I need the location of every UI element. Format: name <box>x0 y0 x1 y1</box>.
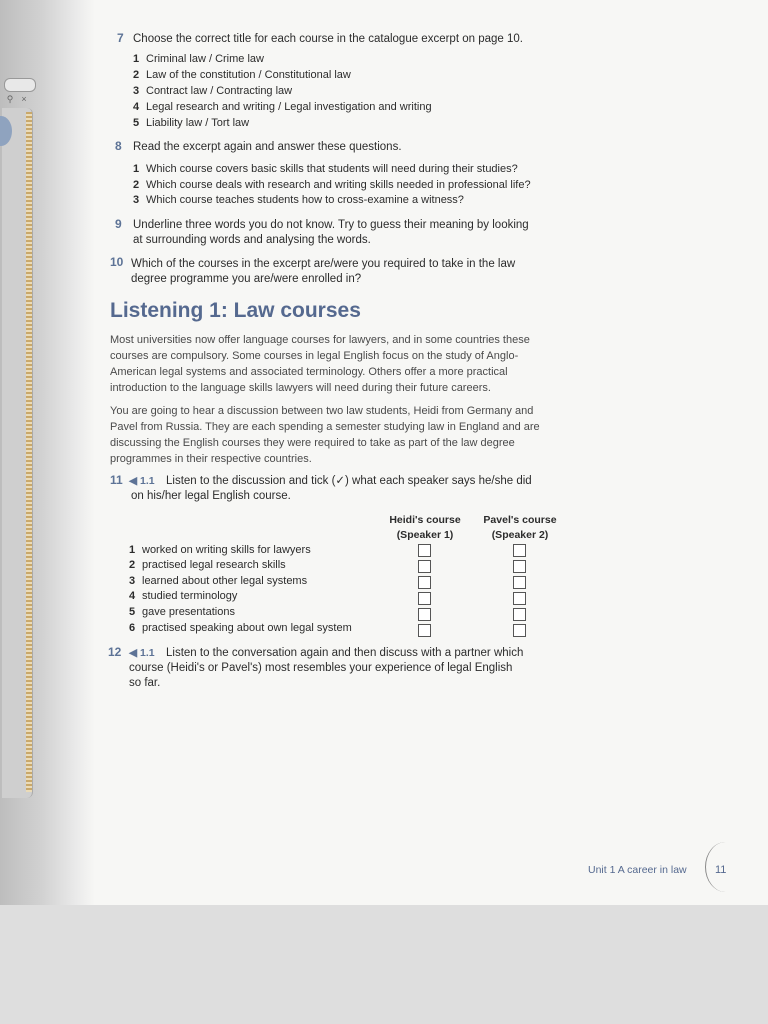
question-prompt-line: Listen to the conversation again and then discuss with a partner which <box>166 647 524 659</box>
list-item: 2 Which course deals with research and writing skills needed in professional life? <box>133 179 531 191</box>
list-item: 3 Which course teaches students how to cross-examine a witness? <box>133 194 464 206</box>
question-prompt-line: degree programme you are/were enrolled in? <box>131 273 362 285</box>
column-header-title: Pavel's course <box>483 514 557 526</box>
column-header-sub: (Speaker 2) <box>491 529 549 541</box>
question-number: 8 <box>115 139 122 153</box>
column-header-sub: (Speaker 1) <box>396 529 454 541</box>
question-prompt-line: so far. <box>129 677 161 689</box>
intro-line: introduction to the language skills lawyers will need during their future careers. <box>110 382 491 394</box>
column-header-heidi <box>380 513 470 543</box>
list-item: 1 Which course covers basic skills that students will need during their studies? <box>133 163 518 175</box>
intro-line: Pavel from Russia. They are each spending a semester studying law in England and are <box>110 421 540 433</box>
scanner-side-panel <box>0 78 40 798</box>
table-row: 4 studied terminology <box>129 590 238 602</box>
question-prompt-line: Listen to the discussion and tick (✓) what each speaker says he/she did <box>166 475 532 487</box>
question-prompt: Read the excerpt again and answer these questions. <box>133 141 402 153</box>
intro-line: You are going to hear a discussion between two law students, Heidi from Germany and <box>110 405 534 417</box>
checkbox-heidi-4[interactable] <box>418 592 431 605</box>
checkbox-heidi-3[interactable] <box>418 576 431 589</box>
intro-line: Most universities now offer language courses for lawyers, and in some countries these <box>110 334 530 346</box>
question-prompt-line: at surrounding words and analysing the words. <box>133 234 371 246</box>
checkbox-heidi-1[interactable] <box>418 544 431 557</box>
close-icon[interactable]: × <box>21 94 27 104</box>
checkbox-pavel-1[interactable] <box>513 544 526 557</box>
question-prompt-line: on his/her legal English course. <box>131 490 291 502</box>
search-icon[interactable]: ⚲ <box>6 94 14 104</box>
table-row: 2 practised legal research skills <box>129 559 286 571</box>
table-row: 6 practised speaking about own legal system <box>129 622 352 634</box>
scan-background <box>0 905 768 1024</box>
question-number: 12 <box>108 645 122 659</box>
question-number: 11 <box>110 473 123 487</box>
list-item: 4 Legal research and writing / Legal investigation and writing <box>133 101 432 113</box>
checkbox-heidi-6[interactable] <box>418 624 431 637</box>
running-footer: Unit 1 A career in law <box>588 864 687 876</box>
audio-track-icon[interactable]: ◀ 1.1 <box>129 647 155 659</box>
scrollbar-track[interactable] <box>26 112 32 792</box>
question-prompt-line: course (Heidi's or Pavel's) most resembles your experience of legal English <box>129 662 513 674</box>
list-item: 1 Criminal law / Crime law <box>133 53 264 65</box>
question-number: 7 <box>117 31 124 45</box>
table-row: 1 worked on writing skills for lawyers <box>129 544 311 556</box>
list-item: 3 Contract law / Contracting law <box>133 85 293 97</box>
checkbox-pavel-5[interactable] <box>513 608 526 621</box>
checkbox-pavel-3[interactable] <box>513 576 526 589</box>
question-number: 9 <box>115 217 122 231</box>
list-item: 2 Law of the constitution / Constitutional law <box>133 69 351 81</box>
checkbox-heidi-2[interactable] <box>418 560 431 573</box>
checkbox-pavel-6[interactable] <box>513 624 526 637</box>
intro-line: American legal systems and associated terminology. Others offer a more practical <box>110 366 508 378</box>
panel-pill <box>4 78 36 92</box>
section-heading: Listening 1: Law courses <box>110 299 361 322</box>
table-row: 5 gave presentations <box>129 606 235 618</box>
checkbox-heidi-5[interactable] <box>418 608 431 621</box>
question-prompt-line: Which of the courses in the excerpt are/were you required to take in the law <box>131 258 516 270</box>
intro-line: discussing the English courses they were required to take as part of the law degree <box>110 437 515 449</box>
page-number <box>705 842 745 892</box>
question-number: 10 <box>110 255 124 269</box>
checkbox-pavel-4[interactable] <box>513 592 526 605</box>
intro-line: courses are compulsory. Some courses in legal English focus on the study of Anglo- <box>110 350 519 362</box>
question-prompt: Choose the correct title for each course in the catalogue excerpt on page 10. <box>133 33 523 45</box>
column-header-pavel <box>474 513 566 543</box>
question-prompt-line: Underline three words you do not know. Try to guess their meaning by looking <box>133 219 529 231</box>
checkbox-pavel-2[interactable] <box>513 560 526 573</box>
column-header-title: Heidi's course <box>389 514 461 526</box>
intro-line: programmes in their respective countries. <box>110 453 312 465</box>
page-number-text: 11 <box>715 864 727 876</box>
table-row: 3 learned about other legal systems <box>129 575 308 587</box>
list-item: 5 Liability law / Tort law <box>133 117 250 129</box>
audio-track-icon[interactable]: ◀ 1.1 <box>129 475 155 487</box>
